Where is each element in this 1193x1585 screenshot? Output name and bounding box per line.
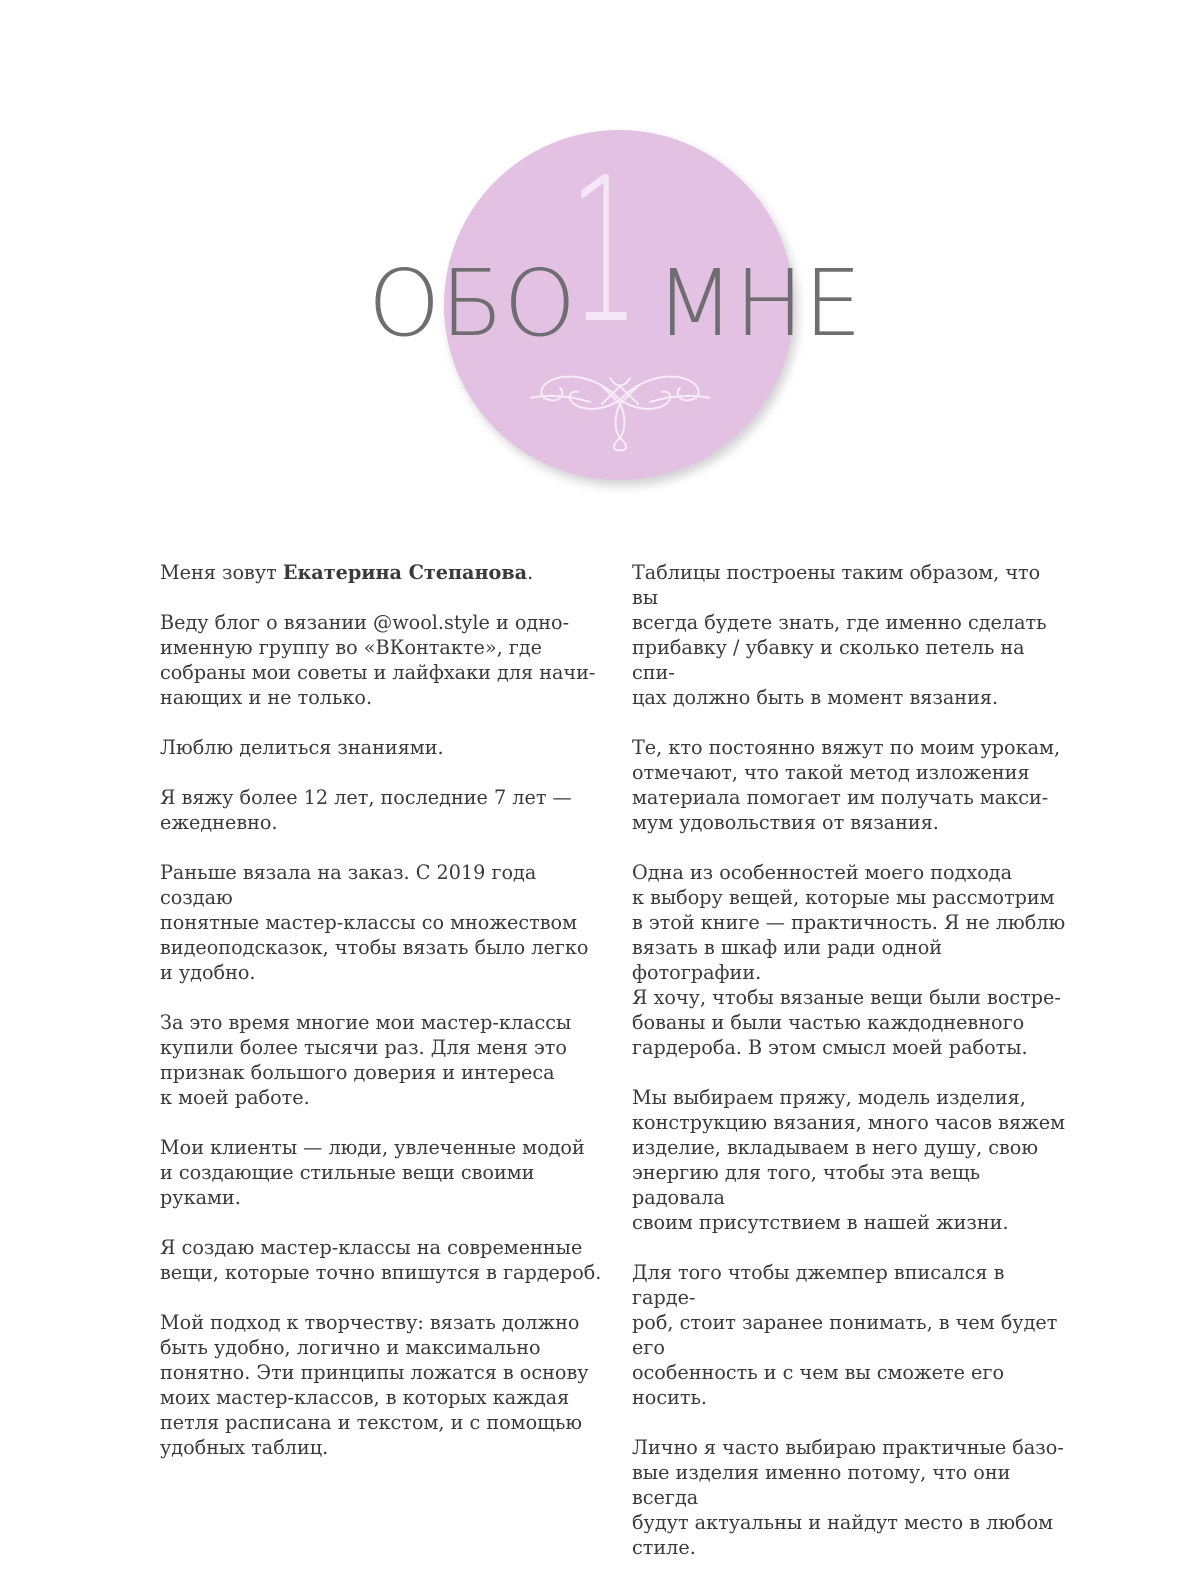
chapter-header: [0, 0, 1193, 520]
intro-paragraph: [160, 560, 605, 585]
paragraph: Таблицы построены таким образом, что вы всегда будете знать, где именно сделать прибавку / убавку и сколько петель на спи- цах должно быть в момент вязания.: [632, 561, 1047, 709]
chapter-number: 1: [569, 135, 640, 368]
paragraph: Для того чтобы джемпер вписался в гарде- роб, стоит заранее понимать, в чем будет его особенность и с чем вы сможете его носить.: [632, 1261, 1058, 1409]
author-name: Екатерина Степанова: [282, 561, 528, 584]
paragraph: Те, кто постоянно вяжут по моим урокам, отмечают, что такой метод изложения материала помогает им получать макси- мум удовольствия от вязания.: [632, 736, 1061, 834]
paragraph: Лично я часто выбираю практичные базо- вые изделия именно потому, что они всегда будут актуальны и найдут место в любом стиле.: [632, 1436, 1064, 1559]
intro-prefix: Меня зовут: [160, 561, 283, 584]
chapter-title-word-2: МНЕ: [655, 250, 862, 357]
paragraph: Мои клиенты — люди, увлеченные модой и создающие стильные вещи своими руками.: [160, 1136, 585, 1209]
paragraph: Одна из особенностей моего подхода к выбору вещей, которые мы рассмотрим в этой книге — практичность. Я не люблю вязать в шкаф или ради одной фотографии. Я хочу, чтобы вязаные вещи были востре- бованы и были частью каждодневного гардероба. В этом смысл моей работы.: [632, 861, 1066, 1059]
chapter-title-word-1: ОБО: [368, 250, 576, 357]
intro-suffix: .: [527, 561, 534, 584]
paragraph: Люблю делиться знаниями.: [160, 736, 444, 759]
chapter-title: [0, 250, 1193, 357]
paragraph: За это время многие мои мастер-классы купили более тысячи раз. Для меня это признак большого доверия и интереса к моей работе.: [160, 1011, 572, 1109]
paragraph: Мы выбираем пряжу, модель изделия, конструкцию вязания, много часов вяжем изделие, вкладываем в него душу, свою энергию для того, чтобы эта вещь радовала своим присутствием в нашей жизни.: [632, 1086, 1066, 1234]
paragraph: Раньше вязала на заказ. С 2019 года создаю понятные мастер-классы со множеством видеоподсказок, чтобы вязать было легко и удобно.: [160, 861, 589, 984]
paragraph: Мой подход к творчеству: вязать должно быть удобно, логично и максимально понятно. Эти принципы ложатся в основу моих мастер-классов, в которых каждая петля расписана и текстом, и с помощью удобных таблиц.: [160, 1311, 589, 1459]
left-column: [160, 560, 605, 1485]
flourish-ornament-icon: [530, 358, 710, 458]
paragraph: Веду блог о вязании @wool.style и одно- именную группу во «ВКонтакте», где собраны мои советы и лайфхаки для начи- нающих и не только.: [160, 611, 596, 709]
paragraph: Я вяжу более 12 лет, последние 7 лет — ежедневно.: [160, 786, 572, 834]
body-text: [160, 560, 1080, 1559]
right-column: [632, 560, 1072, 1585]
paragraph: Я создаю мастер-классы на современные вещи, которые точно впишутся в гардероб.: [160, 1236, 602, 1284]
